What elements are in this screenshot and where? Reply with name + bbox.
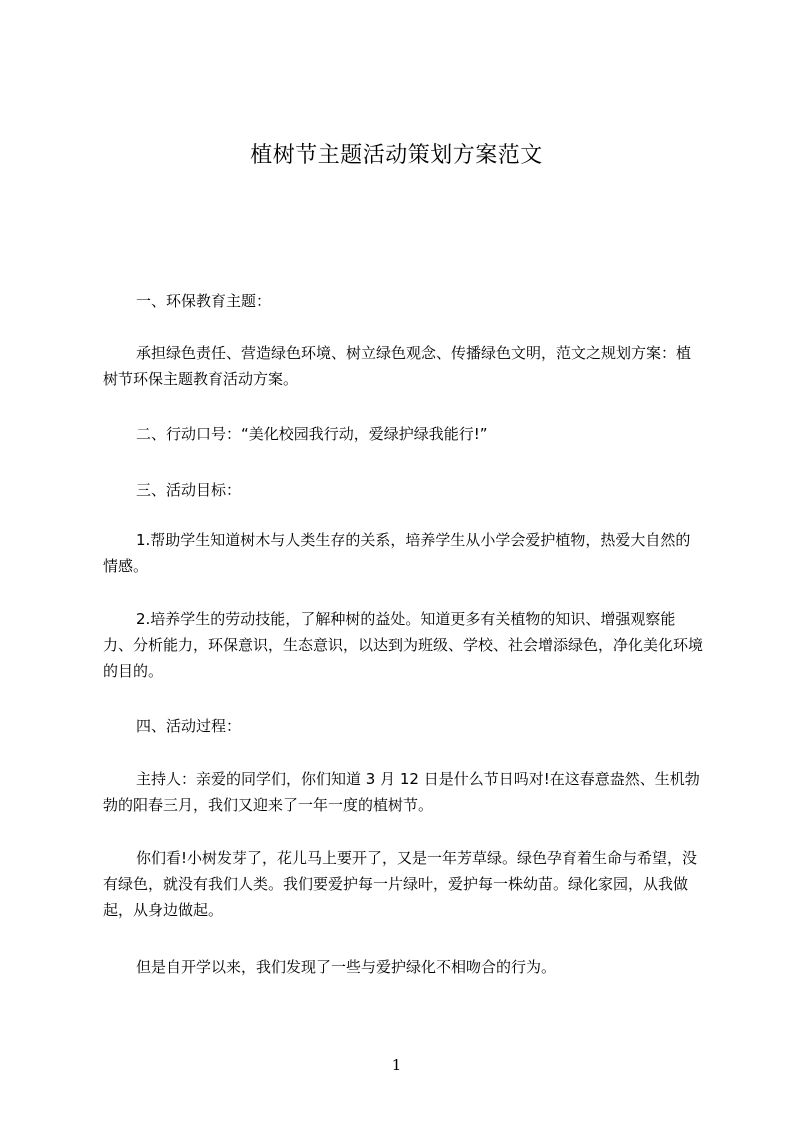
paragraph-host-intro: 主持人：亲爱的同学们，你们知道 3 月 12 日是什么节日吗对!在这春意盎然、生机勃勃的阳春三月，我们又迎来了一年一度的植树节。 (103, 770, 700, 814)
paragraph-green-message: 你们看!小树发芽了，花儿马上要开了，又是一年芳草绿。绿色孕育着生命与希望，没有绿色，就没有我们人类。我们要爱护每一片绿叶，爱护每一株幼苗。绿化家园，从我做起，从身边做起。 (103, 849, 698, 919)
paragraph-theme-body: 承担绿色责任、营造绿色环境、树立绿色观念、传播绿色文明，范文之规划方案：植树节环保主题教育活动方案。 (103, 344, 692, 388)
paragraph-behavior-note: 但是自开学以来，我们发现了一些与爱护绿化不相吻合的行为。 (136, 958, 557, 976)
paragraph-goal-2: 2.培养学生的劳动技能，了解种树的益处。知道更多有关植物的知识、增强观察能力、分析能力，环保意识，生态意识，以达到为班级、学校、社会增添绿色，净化美化环境的目的。 (103, 610, 704, 680)
paragraph-goal-1: 1.帮助学生知道树木与人类生存的关系，培养学生从小学会爱护植物，热爱大自然的情感。 (103, 531, 691, 575)
section-heading-process: 四、活动过程： (136, 717, 242, 735)
section-heading-slogan: 二、行动口号：“美化校园我行动，爱绿护绿我能行!” (136, 425, 488, 443)
page-number: 1 (391, 1056, 402, 1074)
section-heading-theme: 一、环保教育主题： (136, 292, 272, 310)
section-heading-goals: 三、活动目标： (136, 481, 242, 499)
document-title: 植树节主题活动策划方案范文 (250, 143, 543, 168)
